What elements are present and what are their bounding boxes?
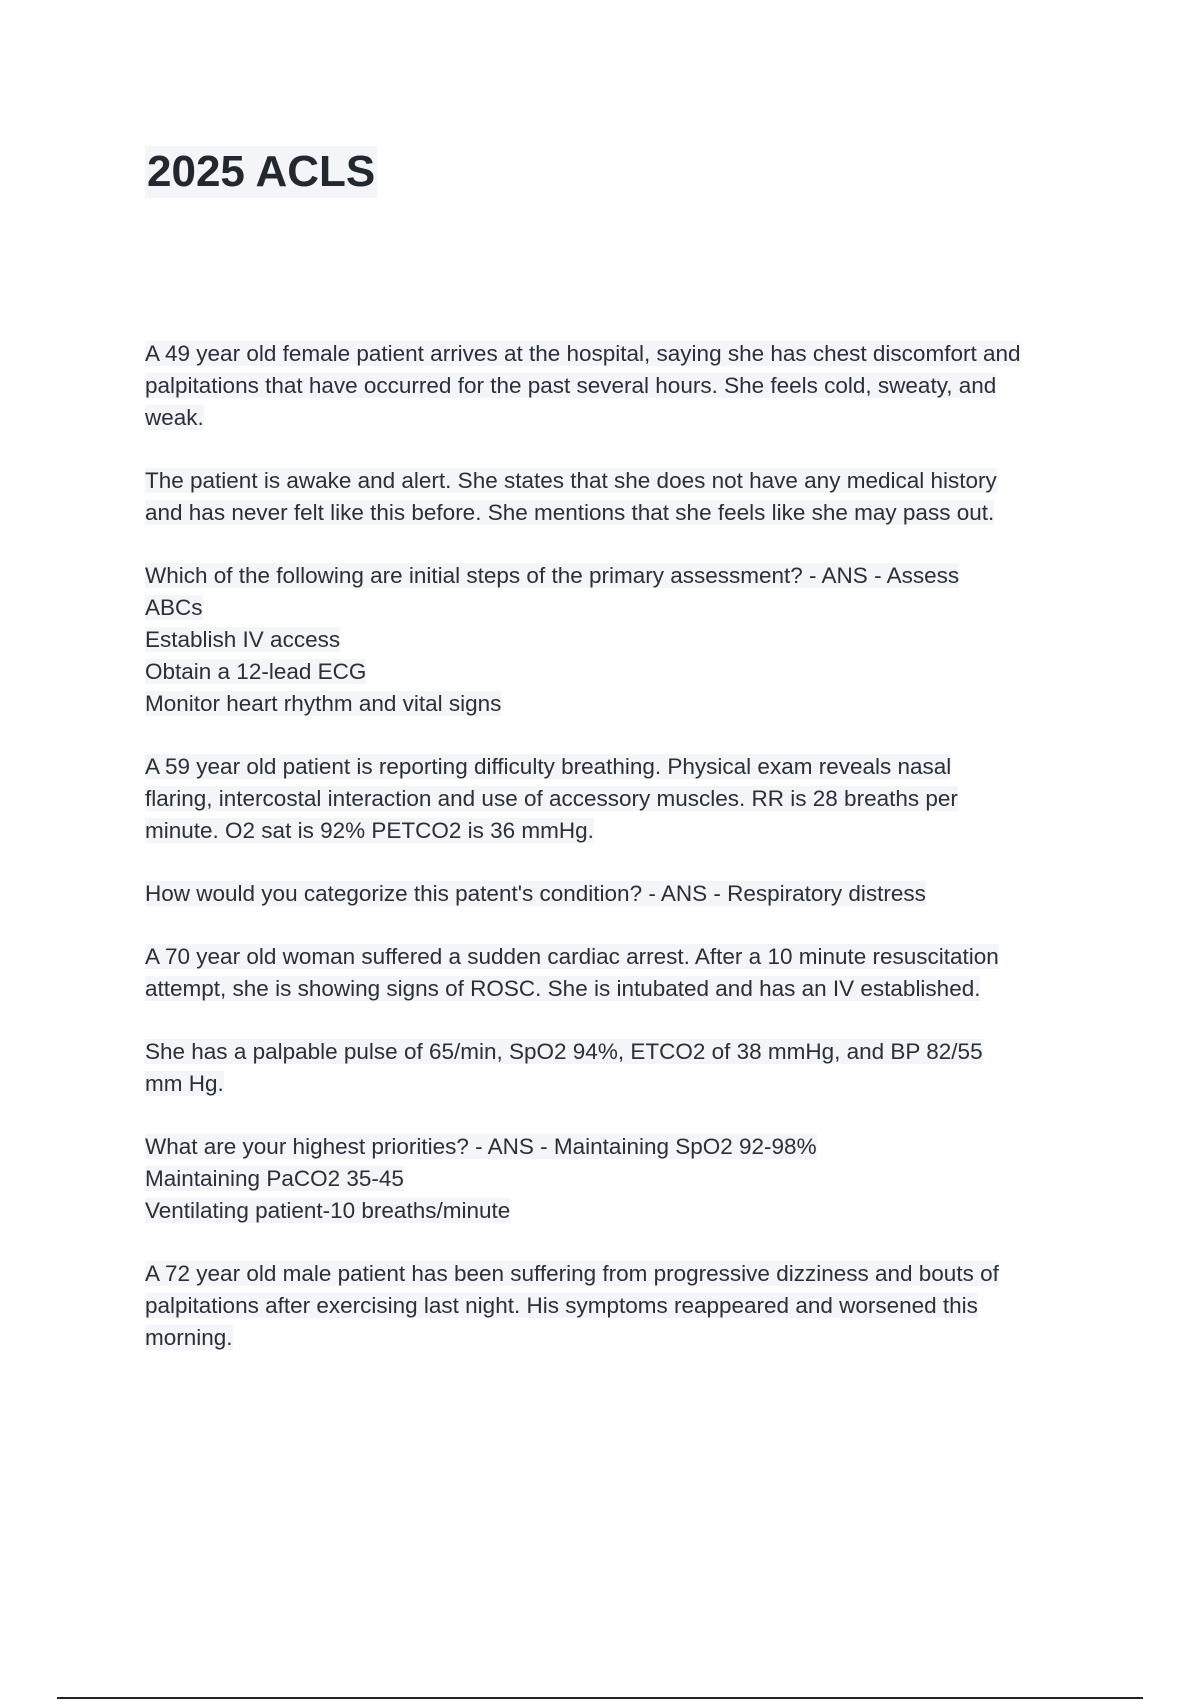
text-line: She has a palpable pulse of 65/min, SpO2 94%, ETCO2 of 38 mmHg, and BP 82/55 <box>145 1039 983 1064</box>
answer-line: Monitor heart rhythm and vital signs <box>145 691 502 716</box>
text-line: The patient is awake and alert. She states that she does not have any medical history <box>145 468 997 493</box>
document-body <box>145 338 1095 1385</box>
answer-line: Maintaining PaCO2 35-45 <box>145 1166 404 1191</box>
text-line: and has never felt like this before. She mentions that she feels like she may pass out. <box>145 500 995 525</box>
text-line: mm Hg. <box>145 1071 224 1096</box>
text-line: attempt, she is showing signs of ROSC. She is intubated and has an IV established. <box>145 976 981 1001</box>
paragraph-3 <box>145 751 1095 847</box>
paragraph-1 <box>145 338 1095 434</box>
text-line: A 72 year old male patient has been suffering from progressive dizziness and bouts of <box>145 1261 999 1286</box>
text-line: minute. O2 sat is 92% PETCO2 is 36 mmHg. <box>145 818 594 843</box>
question-2 <box>145 878 1095 910</box>
text-line: palpitations after exercising last night. His symptoms reappeared and worsened this <box>145 1293 978 1318</box>
question-1 <box>145 560 1095 720</box>
text-line: A 70 year old woman suffered a sudden cardiac arrest. After a 10 minute resuscitation <box>145 944 999 969</box>
paragraph-5 <box>145 1036 1095 1100</box>
question-line: Which of the following are initial steps of the primary assessment? - ANS - Assess <box>145 563 960 588</box>
answer-line: Ventilating patient-10 breaths/minute <box>145 1198 511 1223</box>
paragraph-4 <box>145 941 1095 1005</box>
answer-line: Establish IV access <box>145 627 341 652</box>
text-line: palpitations that have occurred for the past several hours. She feels cold, sweaty, and <box>145 373 997 398</box>
question-line: How would you categorize this patent's condition? - ANS - Respiratory distress <box>145 881 926 906</box>
question-3 <box>145 1131 1095 1227</box>
text-line: A 49 year old female patient arrives at the hospital, saying she has chest discomfort and <box>145 341 1021 366</box>
footer-divider <box>57 1697 1143 1699</box>
question-line: What are your highest priorities? - ANS - Maintaining SpO2 92-98% <box>145 1134 817 1159</box>
paragraph-2 <box>145 465 1095 529</box>
paragraph-6 <box>145 1258 1095 1354</box>
page-title: 2025 ACLS <box>147 147 376 196</box>
text-line: A 59 year old patient is reporting difficulty breathing. Physical exam reveals nasal <box>145 754 952 779</box>
text-line: morning. <box>145 1325 233 1350</box>
answer-line: ABCs <box>145 595 203 620</box>
text-line: flaring, intercostal interaction and use of accessory muscles. RR is 28 breaths per <box>145 786 958 811</box>
answer-line: Obtain a 12-lead ECG <box>145 659 367 684</box>
text-line: weak. <box>145 405 204 430</box>
